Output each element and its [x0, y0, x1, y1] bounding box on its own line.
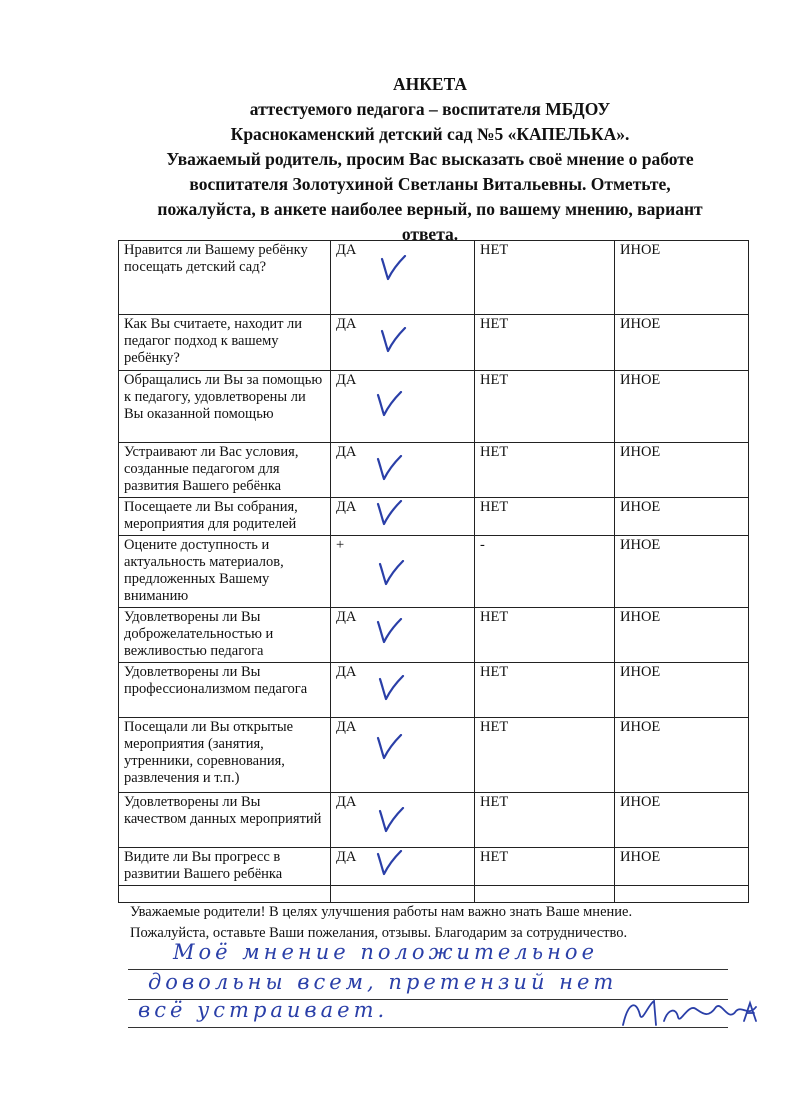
- answer-label: ДА: [336, 794, 357, 810]
- survey-intro-line: воспитателя Золотухиной Светланы Витальевны. Отметьте,: [189, 174, 671, 194]
- answer-label: ДА: [336, 242, 357, 258]
- answer-label: -: [480, 537, 485, 553]
- question-cell: Оцените доступность и актуальность материалов, предложенных Вашему вниманию: [119, 536, 331, 608]
- answer-option-a[interactable]: [331, 718, 475, 793]
- answer-option-b[interactable]: [475, 536, 615, 608]
- survey-intro-line: Уважаемый родитель, просим Вас высказать своё мнение о работе: [166, 149, 694, 169]
- answer-option-b[interactable]: [475, 718, 615, 793]
- answer-label: ДА: [336, 849, 357, 865]
- survey-row: [119, 718, 749, 793]
- survey-intro-line: пожалуйста, в анкете наиболее верный, по вашему мнению, вариант: [157, 199, 703, 219]
- question-cell: Посещали ли Вы открытые мероприятия (занятия, утренники, соревнования, развлечения и т.п.): [119, 718, 331, 793]
- footer-line: Уважаемые родители! В целях улучшения работы нам важно знать Ваше мнение.: [130, 904, 633, 920]
- answer-label: НЕТ: [480, 242, 509, 258]
- answer-label: НЕТ: [480, 794, 509, 810]
- feedback-line: [118, 940, 758, 970]
- answer-option-b[interactable]: [475, 443, 615, 498]
- checkmark-icon: [375, 391, 403, 417]
- answer-option-b[interactable]: [475, 498, 615, 536]
- answer-label: ДА: [336, 316, 357, 332]
- survey-footer: [130, 902, 632, 944]
- answer-label: НЕТ: [480, 719, 509, 735]
- answer-label: ИНОЕ: [620, 444, 661, 460]
- answer-option-c[interactable]: [615, 536, 749, 608]
- answer-label: НЕТ: [480, 316, 509, 332]
- question-cell: Устраивают ли Вас условия, созданные педагогом для развития Вашего ребёнка: [119, 443, 331, 498]
- question-cell: Удовлетворены ли Вы доброжелательностью и вежливостью педагога: [119, 608, 331, 663]
- survey-row: [119, 241, 749, 315]
- survey-header: [0, 72, 800, 247]
- answer-option-c[interactable]: [615, 663, 749, 718]
- question-cell: Удовлетворены ли Вы профессионализмом педагога: [119, 663, 331, 718]
- answer-label: ИНОЕ: [620, 609, 661, 625]
- answer-option-a[interactable]: [331, 848, 475, 886]
- answer-label: ИНОЕ: [620, 499, 661, 515]
- question-cell: Как Вы считаете, находит ли педагог подход к вашему ребёнку?: [119, 315, 331, 371]
- answer-label: ИНОЕ: [620, 242, 661, 258]
- checkmark-icon: [375, 734, 403, 760]
- survey-intro-line: ответа.: [401, 224, 459, 244]
- answer-label: ДА: [336, 719, 357, 735]
- answer-option-b[interactable]: [475, 241, 615, 315]
- footer-line: Пожалуйста, оставьте Ваши пожелания, отзывы. Благодарим за сотрудничество.: [130, 925, 628, 941]
- answer-option-a[interactable]: [331, 608, 475, 663]
- survey-row: [119, 536, 749, 608]
- answer-label: ИНОЕ: [620, 719, 661, 735]
- answer-label: ИНОЕ: [620, 794, 661, 810]
- checkmark-icon: [375, 850, 403, 876]
- checkmark-icon: [375, 500, 403, 526]
- checkmark-icon: [379, 255, 407, 281]
- handwritten-text: Моё мнение положительное: [173, 940, 599, 964]
- answer-label: ИНОЕ: [620, 372, 661, 388]
- answer-label: ИНОЕ: [620, 664, 661, 680]
- survey-row-empty: [119, 886, 749, 903]
- checkmark-icon: [379, 327, 407, 353]
- survey-row: [119, 371, 749, 443]
- empty-cell: [331, 886, 475, 903]
- answer-option-b[interactable]: [475, 315, 615, 371]
- answer-label: ДА: [336, 444, 357, 460]
- answer-option-c[interactable]: [615, 848, 749, 886]
- answer-label: ДА: [336, 664, 357, 680]
- handwritten-text: довольны всем, претензий нет: [148, 970, 618, 994]
- answer-option-b[interactable]: [475, 848, 615, 886]
- survey-table: [118, 240, 749, 903]
- handwritten-text: всё устраивает.: [138, 998, 389, 1022]
- answer-label: НЕТ: [480, 444, 509, 460]
- survey-row: [119, 793, 749, 848]
- question-cell: Нравится ли Вашему ребёнку посещать детский сад?: [119, 241, 331, 315]
- answer-option-a[interactable]: [331, 498, 475, 536]
- answer-option-c[interactable]: [615, 793, 749, 848]
- answer-label: ДА: [336, 372, 357, 388]
- empty-cell: [119, 886, 331, 903]
- answer-option-b[interactable]: [475, 663, 615, 718]
- answer-option-a[interactable]: [331, 443, 475, 498]
- empty-cell: [615, 886, 749, 903]
- answer-option-c[interactable]: [615, 241, 749, 315]
- checkmark-icon: [375, 618, 403, 644]
- answer-option-c[interactable]: [615, 608, 749, 663]
- answer-label: ИНОЕ: [620, 849, 661, 865]
- survey-row: [119, 663, 749, 718]
- answer-label: ДА: [336, 609, 357, 625]
- answer-option-c[interactable]: [615, 443, 749, 498]
- checkmark-icon: [377, 560, 405, 586]
- survey-row: [119, 848, 749, 886]
- answer-label: НЕТ: [480, 609, 509, 625]
- empty-cell: [475, 886, 615, 903]
- answer-option-a[interactable]: [331, 241, 475, 315]
- answer-label: НЕТ: [480, 372, 509, 388]
- answer-option-b[interactable]: [475, 793, 615, 848]
- answer-option-a[interactable]: [331, 315, 475, 371]
- answer-option-c[interactable]: [615, 315, 749, 371]
- answer-label: +: [336, 537, 345, 553]
- checkmark-icon: [377, 807, 405, 833]
- answer-label: НЕТ: [480, 849, 509, 865]
- handwritten-feedback: [118, 940, 758, 1030]
- checkmark-icon: [375, 455, 403, 481]
- answer-option-a[interactable]: [331, 663, 475, 718]
- answer-option-b[interactable]: [475, 371, 615, 443]
- answer-label: НЕТ: [480, 664, 509, 680]
- answer-label: ДА: [336, 499, 357, 515]
- survey-row: [119, 498, 749, 536]
- answer-label: НЕТ: [480, 499, 509, 515]
- survey-title: АНКЕТА: [392, 74, 468, 94]
- signature-mark: [618, 995, 768, 1029]
- question-cell: Посещаете ли Вы собрания, мероприятия для родителей: [119, 498, 331, 536]
- answer-option-a[interactable]: [331, 536, 475, 608]
- answer-option-a[interactable]: [331, 793, 475, 848]
- survey-subtitle-line: Краснокаменский детский сад №5 «КАПЕЛЬКА».: [230, 124, 630, 144]
- answer-label: ИНОЕ: [620, 316, 661, 332]
- answer-option-c[interactable]: [615, 718, 749, 793]
- answer-option-b[interactable]: [475, 608, 615, 663]
- survey-row: [119, 608, 749, 663]
- question-cell: Видите ли Вы прогресс в развитии Вашего ребёнка: [119, 848, 331, 886]
- survey-row: [119, 443, 749, 498]
- answer-label: ИНОЕ: [620, 537, 661, 553]
- survey-row: [119, 315, 749, 371]
- survey-subtitle-line: аттестуемого педагога – воспитателя МБДОУ: [249, 99, 611, 119]
- answer-option-a[interactable]: [331, 371, 475, 443]
- answer-option-c[interactable]: [615, 498, 749, 536]
- answer-option-c[interactable]: [615, 371, 749, 443]
- checkmark-icon: [377, 675, 405, 701]
- question-cell: Обращались ли Вы за помощью к педагогу, удовлетворены ли Вы оказанной помощью: [119, 371, 331, 443]
- question-cell: Удовлетворены ли Вы качеством данных мероприятий: [119, 793, 331, 848]
